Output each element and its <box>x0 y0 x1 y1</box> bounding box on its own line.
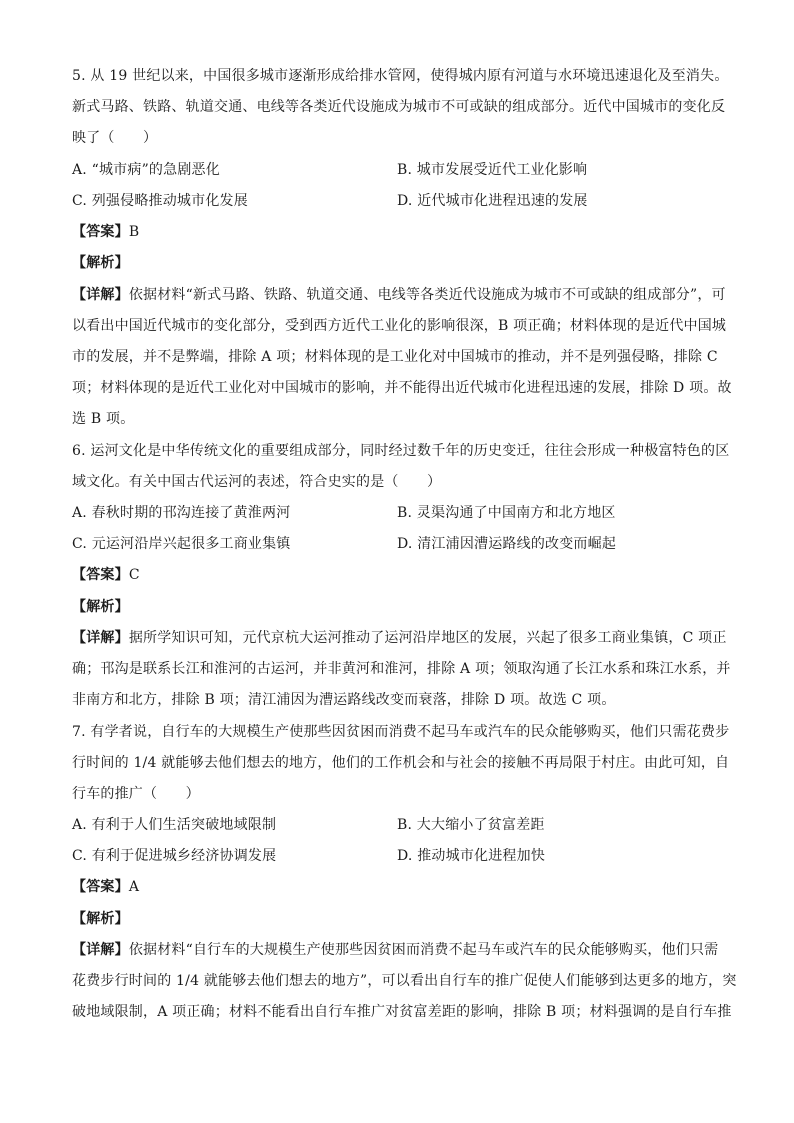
question-stem-line: 7. 有学者说，自行车的大规模生产使那些因贫困而消费不起马车或汽车的民众能够购买，他们只需花费步 <box>72 724 730 740</box>
question-stem-line: 行车的推广（ ） <box>72 786 200 802</box>
question-stem-line: 新式马路、铁路、轨道交通、电线等各类近代设施成为城市不可或缺的组成部分。近代中国城市的变化反 <box>72 99 726 115</box>
detail-line: 非南方和北方，排除 B 项；清江浦因为漕运路线改变而衰落，排除 D 项。故选 C 项。 <box>72 692 616 708</box>
section-tag: 【解析】 <box>72 599 129 615</box>
question-stem-line: 行时间的 1/4 就能够去他们想去的地方，他们的工作机会和与社会的接触不再局限于村庄。由此可知，自 <box>72 755 730 771</box>
detail-line: 【详解】据所学知识可知，元代京杭大运河推动了运河沿岸地区的发展，兴起了很多工商业集镇，C 项正 <box>72 630 727 646</box>
section-tag: 【答案】 <box>72 879 129 895</box>
option-d: D. 近代城市化进程迅速的发展 <box>397 193 588 209</box>
answer-label: 【答案】A <box>72 879 140 895</box>
detail-line: 破地域限制，A 项正确；材料不能看出自行车推广对贫富差距的影响，排除 B 项；材料强调的是自行车推 <box>72 1004 732 1020</box>
question-stem-line: 6. 运河文化是中华传统文化的重要组成部分，同时经过数千年的历史变迁，往往会形成一种极富特色的区 <box>72 443 730 459</box>
option-b: B. 灵渠沟通了中国南方和北方地区 <box>397 505 616 521</box>
detail-line: 花费步行时间的 1/4 就能够去他们想去的地方”，可以看出自行车的推广促使人们能够到达更多的地方，突 <box>72 973 737 989</box>
analysis-label <box>72 909 129 929</box>
option-d: D. 清江浦因漕运路线的改变而崛起 <box>397 536 617 552</box>
option-c: C. 列强侵略推动城市化发展 <box>72 193 248 209</box>
analysis-label <box>72 253 129 273</box>
section-tag: 【详解】 <box>72 942 129 958</box>
option-a: A. “城市病”的急剧恶化 <box>72 162 220 178</box>
section-tag: 【答案】 <box>72 224 129 240</box>
option-b: B. 大大缩小了贫富差距 <box>397 817 545 833</box>
detail-line: 以看出中国近代城市的变化部分，受到西方近代工业化的影响很深，B 项正确；材料体现的是近代中国城 <box>72 318 727 334</box>
section-tag: 【解析】 <box>72 255 129 271</box>
option-a: A. 有利于人们生活突破地域限制 <box>72 817 277 833</box>
section-tag: 【解析】 <box>72 911 129 927</box>
detail-line: 选 B 项。 <box>72 411 135 427</box>
section-tag: 【详解】 <box>72 630 129 646</box>
option-c: C. 元运河沿岸兴起很多工商业集镇 <box>72 536 291 552</box>
detail-line: 【详解】依据材料“新式马路、铁路、轨道交通、电线等各类近代设施成为城市不可或缺的组成部分”，可 <box>72 287 726 303</box>
detail-line: 市的发展，并不是弊端，排除 A 项；材料体现的是工业化对中国城市的推动，并不是列强侵略，排除 C <box>72 349 718 365</box>
answer-label: 【答案】C <box>72 567 140 583</box>
detail-line: 【详解】依据材料“自行车的大规模生产使那些因贫困而消费不起马车或汽车的民众能够购买，他们只需 <box>72 942 719 958</box>
analysis-label <box>72 597 129 617</box>
answer-label: 【答案】B <box>72 224 140 240</box>
option-c: C. 有利于促进城乡经济协调发展 <box>72 848 277 864</box>
option-b: B. 城市发展受近代工业化影响 <box>397 162 588 178</box>
detail-line: 确；邗沟是联系长江和淮河的古运河，并非黄河和淮河，排除 A 项；领取沟通了长江水系和珠江水系，并 <box>72 661 731 677</box>
question-stem-line: 映了（ ） <box>72 130 158 146</box>
question-stem-line: 域文化。有关中国古代运河的表述，符合史实的是（ ） <box>72 474 442 490</box>
option-d: D. 推动城市化进程加快 <box>397 848 546 864</box>
section-tag: 【答案】 <box>72 567 129 583</box>
question-stem-line: 5. 从 19 世纪以来，中国很多城市逐渐形成给排水管网，使得城内原有河道与水环境迅速退化及至消失。 <box>72 68 729 84</box>
section-tag: 【详解】 <box>72 287 129 303</box>
option-a: A. 春秋时期的邗沟连接了黄淮两河 <box>72 505 291 521</box>
detail-line: 项；材料体现的是近代工业化对中国城市的影响，并不能得出近代城市化进程迅速的发展，排除 D 项。故 <box>72 380 732 396</box>
